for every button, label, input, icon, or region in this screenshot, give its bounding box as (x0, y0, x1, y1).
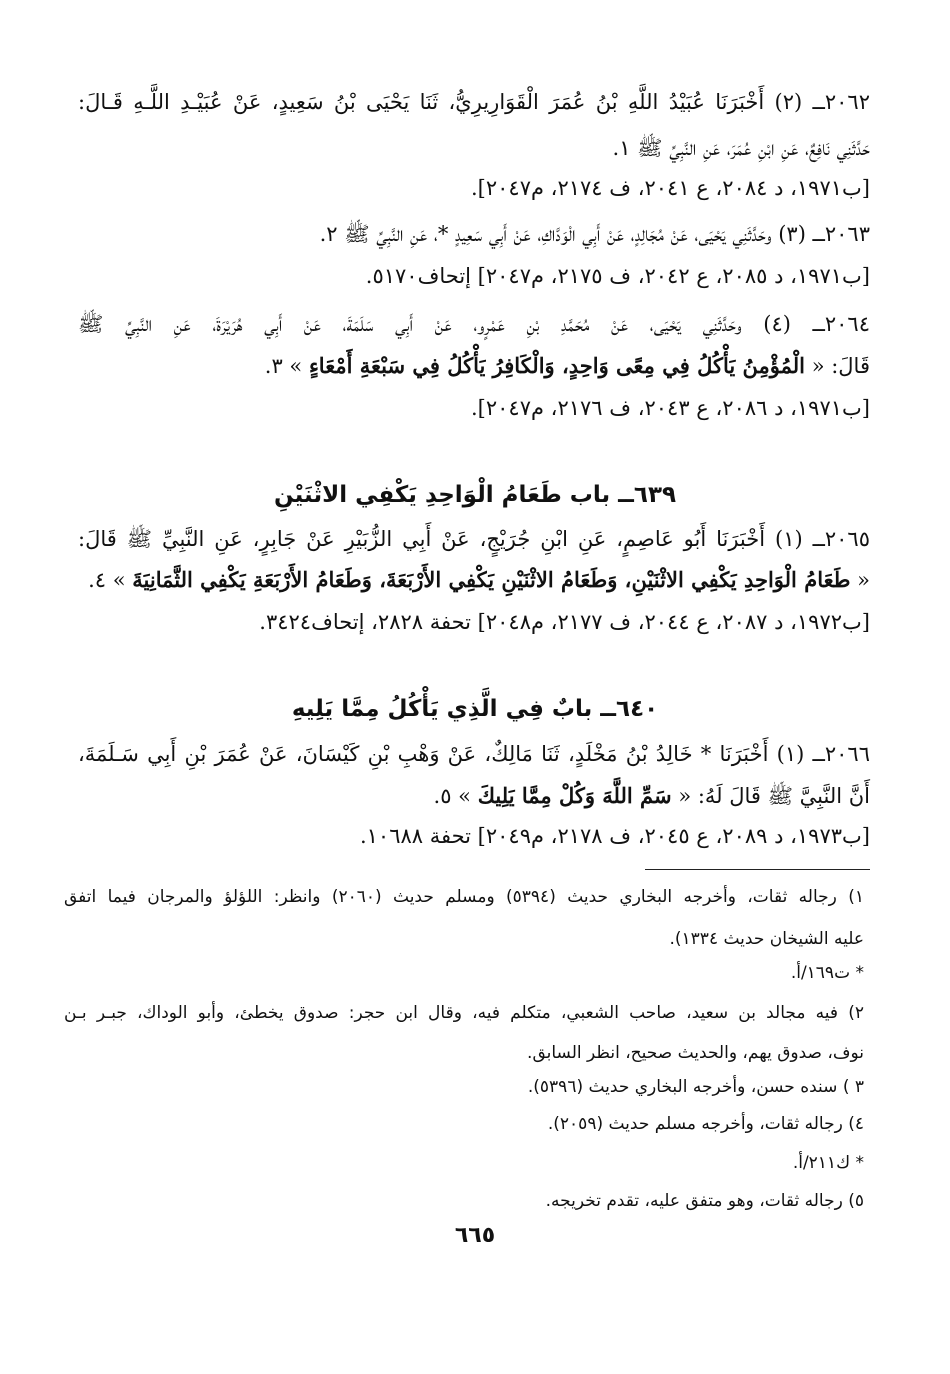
hadith-2064-line-2-prefix: قَالَ: « (811, 354, 870, 378)
hadith-2063-references: [ب١٩٧١، د ٢٠٨٥، ع ٢٠٤٢، ف ٢١٧٥، م٢٠٤٧] إتحاف٥١٧٠. (365, 264, 870, 288)
hadith-2062-line-2: حَدَّثَنِي نَافِعٌ، عَنِ ابْنِ عُمَرَ، عَنِ النَّبِيِّ ﷺ ١. (612, 136, 870, 160)
hadith-2062-line-1: ٢٠٦٢ــ (٢) أَخْبَرَنَا عُبَيْدُ اللَّهِ بْنُ عُمَرَ الْقَوَارِيرِيُّ، ثَنَا يَحْيَى بْنُ سَعِيدٍ، عَنْ عُبَيْـدِ اللَّـهِ قَـالَ: (78, 90, 870, 114)
footnote-2-line-2: نوف، صدوق يهم، والحديث صحيح، انظر السابق. (527, 1043, 864, 1063)
hadith-2063-line-1: ٢٠٦٣ــ (٣) وحَدَّثَنِي يَحْيَى، عَنْ مُجَالِدٍ، عَنْ أَبِي الْوَدَّاكِ، عَنْ أَبِي سَعِيدٍ *، عَنِ النَّبِيِّ ﷺ ٢. (319, 222, 870, 246)
page-number: ٦٦٥ (454, 1223, 496, 1248)
hadith-2065-line-1: ٢٠٦٥ــ (١) أَخْبَرَنَا أَبُو عَاصِمٍ، عَنِ ابْنِ جُرَيْجٍ، عَنْ أَبِي الزُّبَيْرِ عَنْ جَابِرٍ، عَنِ النَّبِيِّ ﷺ قَالَ: (78, 527, 870, 551)
footnote-star-2: * ك٢١١/أ. (792, 1153, 864, 1173)
hadith-2066-line-2-suffix: » ٥. (433, 784, 472, 808)
hadith-2065-line-2-open: « (857, 568, 870, 592)
footnote-1-line-2: عليه الشيخان حديث ١٣٣٤). (669, 929, 864, 949)
hadith-2066-line-2 (78, 782, 870, 810)
chapter-640-title: ٦٤٠ــ بابٌ فِي الَّذِي يَأْكُلُ مِمَّا يَلِيهِ (291, 696, 659, 722)
hadith-2062-references: [ب١٩٧١، د ٢٠٨٤، ع ٢٠٤١، ف ٢١٧٤، م٢٠٤٧]. (471, 176, 870, 200)
footnote-3: ٣ ) سنده حسن، وأخرجه البخاري حديث (٥٣٩٦). (527, 1077, 864, 1097)
hadith-2066-line-1: ٢٠٦٦ــ (١) أَخْبَرَنَا * خَالِدُ بْنُ مَخْلَدٍ، ثَنَا مَالِكٌ، عَنْ وَهْبِ بْنِ كَيْسَانَ، عَنْ عُمَرَ بْنِ أَبِي سَـلَمَةَ، (78, 742, 870, 766)
footnote-star-1: * ت١٦٩/أ. (790, 963, 864, 983)
footnote-5: ٥) رجاله ثقات، وهو متفق عليه، تقدم تخريجه. (545, 1191, 864, 1211)
footnote-1-line-1: ١) رجاله ثقات، وأخرجه البخاري حديث (٥٣٩٤) ومسلم حديث (٢٠٦٠) وانظر: اللؤلؤ والمرجان فيما اتفق (64, 887, 864, 907)
footnote-2-line-1: ٢) فيه مجالد بن سعيد، صاحب الشعبي، متكلم فيه، وقال ابن حجر: صدوق يخطئ، وأبو الوداك، جبـر بـن (64, 1003, 864, 1023)
hadith-2064-line-2 (78, 352, 870, 380)
hadith-2064-references: [ب١٩٧١، د ٢٠٨٦، ع ٢٠٤٣، ف ٢١٧٦، م٢٠٤٧]. (471, 396, 870, 420)
hadith-2064-line-2-suffix: » ٣. (264, 354, 303, 378)
hadith-2066-line-2-prefix: أَنَّ النَّبِيَّ ﷺ قَالَ لَهُ: « (678, 784, 870, 808)
footnote-4: ٤) رجاله ثقات، وأخرجه مسلم حديث (٢٠٥٩). (547, 1114, 864, 1134)
hadith-2066-matn: سَمِّ اللَّهَ وَكُلْ مِمَّا يَلِيكَ (477, 783, 672, 808)
hadith-2064-matn: الْمُؤْمِنُ يَأْكُلُ فِي مِعًى وَاحِدٍ، وَالْكَافِرُ يَأْكُلُ فِي سَبْعَةِ أَمْعَاءٍ (308, 353, 806, 378)
hadith-2065-line-2-suffix: » ٤. (88, 568, 126, 592)
hadith-2065-matn: طَعَامُ الْوَاحِدِ يَكْفِي الاثْنَيْنِ، وَطَعَامُ الاثْنَيْنِ يَكْفِي الأَرْبَعَةَ، وَطَعَامُ الأَرْبَعَةِ يَكْفِي الثَّمَانِيَةَ (132, 567, 851, 592)
footnote-separator (645, 869, 870, 870)
hadith-2066-references: [ب١٩٧٣، د ٢٠٨٩، ع ٢٠٤٥، ف ٢١٧٨، م٢٠٤٩] تحفة ١٠٦٨٨. (359, 824, 870, 848)
hadith-2065-references: [ب١٩٧٢، د ٢٠٨٧، ع ٢٠٤٤، ف ٢١٧٧، م٢٠٤٨] تحفة ٢٨٢٨، إتحاف٣٤٢٤. (259, 610, 870, 634)
chapter-639-title: ٦٣٩ــ باب طَعَامُ الْوَاحِدِ يَكْفِي الاثْنَيْنِ (273, 482, 677, 508)
hadith-2064-line-1: ٢٠٦٤ــ (٤) وحَدَّثَنِي يَحْيَى، عَنْ مُحَمَّدِ بْنِ عَمْرٍو، عَنْ أَبِي سَلَمَةَ، عَنْ أَبِي هُرَيْرَةَ، عَنِ النَّبِيِّ ﷺ (78, 312, 870, 336)
hadith-2065-line-2 (78, 566, 870, 594)
